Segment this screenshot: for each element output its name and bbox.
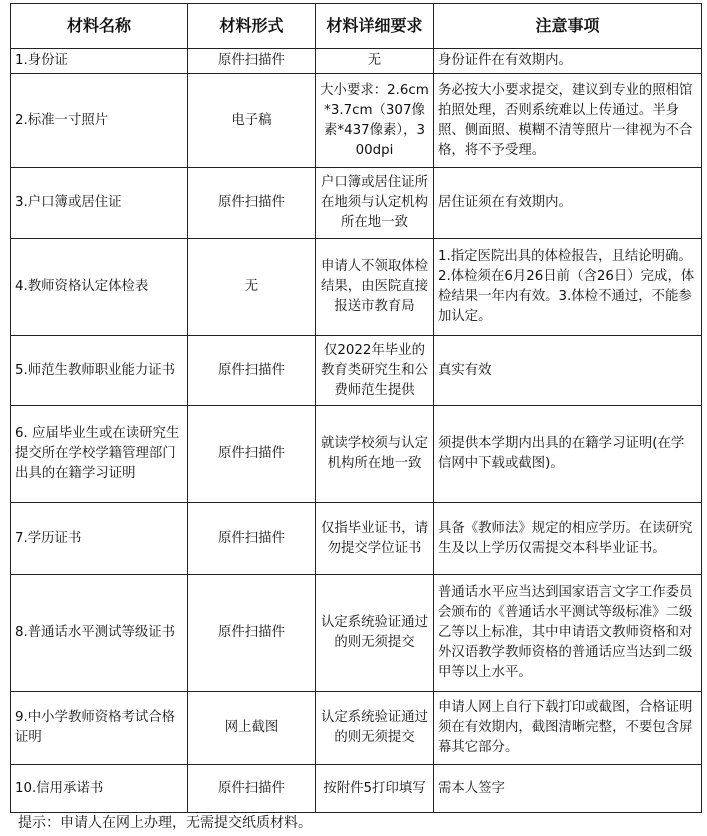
cell-name: 6. 应届毕业生或在读研究生提交所在学校学籍管理部门出具的在籍学习证明 bbox=[11, 406, 188, 503]
cell-note: 真实有效 bbox=[434, 336, 702, 406]
cell-requirement: 大小要求：2.6cm*3.7cm（307像素*437像素），300dpi bbox=[316, 74, 434, 168]
footnote: 提示：申请人在网上办理，无需提交纸质材料。 bbox=[18, 815, 312, 831]
header-material-name: 材料名称 bbox=[11, 4, 188, 49]
table-row bbox=[11, 336, 702, 406]
header-notes: 注意事项 bbox=[434, 4, 702, 49]
materials-table bbox=[10, 3, 702, 813]
cell-requirement: 就读学校须与认定机构所在地一致 bbox=[316, 406, 434, 503]
cell-form: 原件扫描件 bbox=[188, 406, 316, 503]
table-header-row bbox=[11, 4, 702, 49]
cell-note: 身份证件在有效期内。 bbox=[434, 49, 702, 74]
header-material-form: 材料形式 bbox=[188, 4, 316, 49]
cell-name: 5.师范生教师职业能力证书 bbox=[11, 336, 188, 406]
cell-form: 无 bbox=[188, 239, 316, 336]
cell-form: 原件扫描件 bbox=[188, 168, 316, 239]
cell-form: 原件扫描件 bbox=[188, 765, 316, 813]
cell-name: 10.信用承诺书 bbox=[11, 765, 188, 813]
cell-form: 电子稿 bbox=[188, 74, 316, 168]
cell-note: 居住证须在有效期内。 bbox=[434, 168, 702, 239]
cell-note: 具备《教师法》规定的相应学历。在读研究生及以上学历仅需提交本科毕业证书。 bbox=[434, 503, 702, 575]
cell-note: 须提供本学期内出具的在籍学习证明(在学信网中下载或截图)。 bbox=[434, 406, 702, 503]
header-material-requirements: 材料详细要求 bbox=[316, 4, 434, 49]
table-row bbox=[11, 239, 702, 336]
cell-note: 需本人签字 bbox=[434, 765, 702, 813]
cell-requirement: 仅2022年毕业的教育类研究生和公费师范生提供 bbox=[316, 336, 434, 406]
table-row bbox=[11, 49, 702, 74]
cell-note: 普通话水平应当达到国家语言文字工作委员会颁布的《普通话水平测试等级标准》二级乙等以上标准，其中申请语文教师资格和对外汉语教学教师资格的普通话应当达到二级甲等以上水平。 bbox=[434, 575, 702, 692]
cell-name: 8.普通话水平测试等级证书 bbox=[11, 575, 188, 692]
cell-name: 7.学历证书 bbox=[11, 503, 188, 575]
cell-requirement: 按附件5打印填写 bbox=[316, 765, 434, 813]
cell-note: 1.指定医院出具的体检报告，且结论明确。2.体检须在6月26日前（含26日）完成，体检结果一年内有效。3.体检不通过，不能参加认定。 bbox=[434, 239, 702, 336]
table-row bbox=[11, 503, 702, 575]
cell-requirement: 认定系统验证通过的则无须提交 bbox=[316, 692, 434, 765]
cell-form: 网上截图 bbox=[188, 692, 316, 765]
cell-note: 申请人网上自行下载打印或截图，合格证明须在有效期内，截图清晰完整，不要包含屏幕其它部分。 bbox=[434, 692, 702, 765]
cell-requirement: 认定系统验证通过的则无须提交 bbox=[316, 575, 434, 692]
cell-form: 原件扫描件 bbox=[188, 336, 316, 406]
cell-requirement: 申请人不领取体检结果，由医院直接报送市教育局 bbox=[316, 239, 434, 336]
cell-name: 2.标准一寸照片 bbox=[11, 74, 188, 168]
cell-name: 1.身份证 bbox=[11, 49, 188, 74]
cell-requirement: 仅指毕业证书，请勿提交学位证书 bbox=[316, 503, 434, 575]
table-row bbox=[11, 575, 702, 692]
table-row bbox=[11, 765, 702, 813]
cell-form: 原件扫描件 bbox=[188, 575, 316, 692]
cell-note: 务必按大小要求提交，建议到专业的照相馆拍照处理，否则系统难以上传通过。半身照、侧面照、模糊不清等照片一律视为不合格，将不予受理。 bbox=[434, 74, 702, 168]
cell-name: 4.教师资格认定体检表 bbox=[11, 239, 188, 336]
table-row bbox=[11, 406, 702, 503]
cell-form: 原件扫描件 bbox=[188, 49, 316, 74]
cell-name: 3.户口簿或居住证 bbox=[11, 168, 188, 239]
table-row bbox=[11, 168, 702, 239]
table-row bbox=[11, 74, 702, 168]
cell-form: 原件扫描件 bbox=[188, 503, 316, 575]
cell-name: 9.中小学教师资格考试合格证明 bbox=[11, 692, 188, 765]
table-row bbox=[11, 692, 702, 765]
cell-requirement: 无 bbox=[316, 49, 434, 74]
cell-requirement: 户口簿或居住证所在地须与认定机构所在地一致 bbox=[316, 168, 434, 239]
